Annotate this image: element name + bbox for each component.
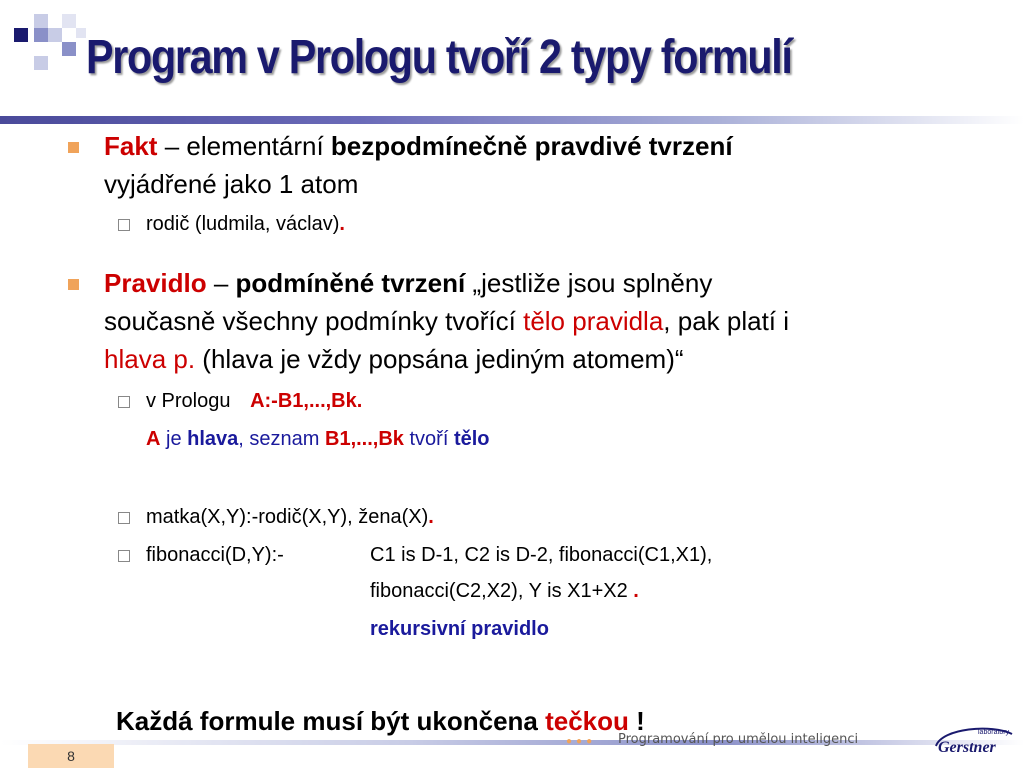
example-matka: matka(X,Y):-rodič(X,Y), žena(X). bbox=[146, 506, 434, 528]
closing-statement: Každá formule musí být ukončena tečkou ! bbox=[116, 706, 645, 736]
sub-bullet-marker bbox=[118, 550, 130, 562]
example-fibonacci-body-2: fibonacci(C2,X2), Y is X1+X2 . bbox=[370, 580, 639, 602]
prolog-explanation: A je hlava, seznam B1,...,Bk tvoří tělo bbox=[146, 428, 490, 450]
fact-example: rodič (ludmila, václav). bbox=[146, 213, 345, 235]
rule-line-2: současně všechny podmínky tvořící tělo pravidla, pak platí i bbox=[104, 306, 790, 336]
footer-divider bbox=[0, 740, 1024, 745]
gerstner-logo bbox=[932, 722, 1016, 760]
slide-title: Program v Prologu tvoří 2 typy formulí bbox=[86, 31, 792, 84]
fact-line-2: vyjádřené jako 1 atom bbox=[104, 169, 359, 199]
sub-bullet-marker bbox=[118, 396, 130, 408]
course-name: Programování pro umělou inteligenci bbox=[618, 732, 859, 747]
sub-bullet-marker bbox=[118, 219, 130, 231]
prolog-syntax: v Prologu A:-B1,...,Bk. bbox=[146, 390, 363, 412]
rule-line-1: Pravidlo – podmíněné tvrzení „jestliže jsou splněny bbox=[104, 268, 713, 298]
rule-line-3: hlava p. (hlava je vždy popsána jediným atomem)“ bbox=[104, 344, 684, 374]
footer-dots: ●●● bbox=[566, 736, 597, 747]
bullet-marker bbox=[68, 279, 79, 290]
page-number: 8 bbox=[28, 744, 114, 768]
example-fibonacci-body-1: C1 is D-1, C2 is D-2, fibonacci(C1,X1), bbox=[370, 544, 713, 566]
bullet-marker bbox=[68, 142, 79, 153]
title-divider bbox=[0, 116, 1024, 124]
example-fibonacci-head: fibonacci(D,Y):- bbox=[146, 544, 284, 566]
fact-line-1: Fakt – elementární bezpodmínečně pravdivé tvrzení bbox=[104, 131, 733, 161]
logo-small-text: laboratory bbox=[978, 729, 1010, 736]
recursive-rule-label: rekursivní pravidlo bbox=[370, 618, 549, 640]
logo-main-text: Gerstner bbox=[938, 739, 996, 756]
sub-bullet-marker bbox=[118, 512, 130, 524]
